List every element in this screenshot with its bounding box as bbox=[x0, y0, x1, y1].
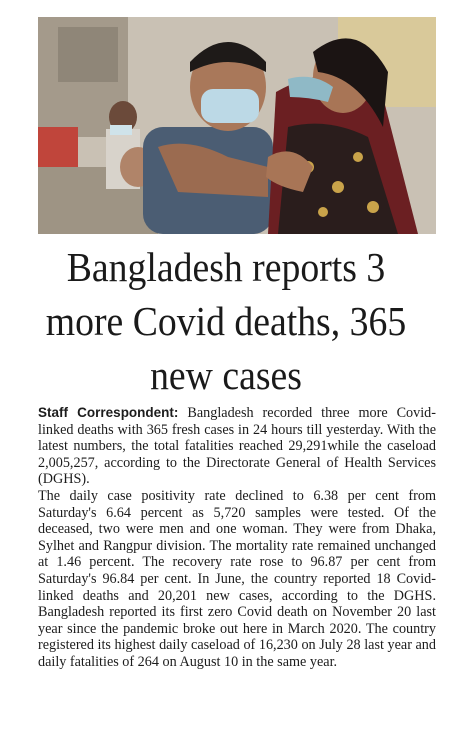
news-photo-illustration bbox=[38, 17, 436, 234]
article-paragraph-1 bbox=[38, 405, 436, 488]
headline: Bangladesh reports 3 more Covid deaths, 365 new cases bbox=[45, 244, 407, 398]
news-photo bbox=[38, 17, 436, 234]
article-body bbox=[38, 405, 436, 671]
byline: Staff Correspondent: bbox=[38, 405, 179, 420]
article-paragraph-2: The daily case positivity rate declined to 6.38 per cent from Saturday's 6.64 percent as 5,720 samples were tested. Of the deceased, two were men and one woman. They were from Dhaka, Sylhet and Rangpur division. The mortality rate remained unchanged at 1.46 percent. The recovery rate rose to 96.87 per cent from Saturday's 96.84 per cent. In June, the country reported 18 Covid-linked deaths and 20,201 new cases, according to the DGHS. Bangladesh reported its first zero Covid death on November 20 last year since the pandemic broke out here in March 2020. The country registered its highest daily caseload of 16,230 on July 28 last year and daily fatalities of 264 on August 10 in the same year. bbox=[38, 487, 436, 670]
paragraph-1-text: Bangladesh recorded three more Covid-linked deaths with 365 fresh cases in 24 hours till yesterday. With the latest numbers, the total fatalities reached 29,291while the caseload 2,005,257, according to the Directorate General of Health Services (DGHS). bbox=[38, 405, 436, 488]
